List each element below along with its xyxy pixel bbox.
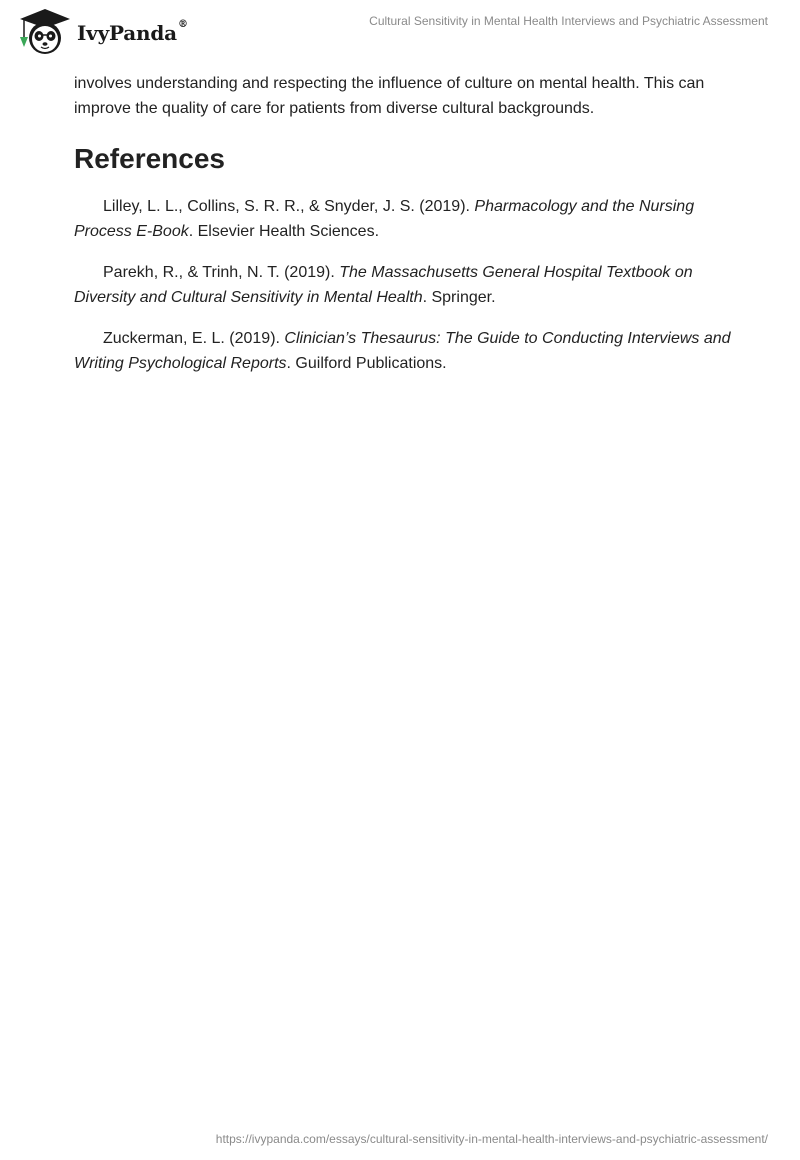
- panda-graduation-cap-icon: [16, 7, 74, 57]
- reference-authors: Parekh, R., & Trinh, N. T. (2019).: [103, 264, 340, 281]
- reference-publisher: . Springer.: [422, 288, 496, 306]
- reference-publisher: . Guilford Publications.: [286, 354, 447, 372]
- reference-item: [74, 261, 734, 310]
- references-heading: References: [74, 143, 225, 174]
- references-list: [74, 195, 734, 376]
- reference-authors: Lilley, L. L., Collins, S. R. R., & Snyder, J. S. (2019).: [103, 198, 475, 215]
- reference-item: [74, 195, 734, 244]
- running-title: Cultural Sensitivity in Mental Health Interviews and Psychiatric Assessment: [369, 14, 768, 28]
- reference-item: [74, 327, 734, 376]
- reference-authors: Zuckerman, E. L. (2019).: [103, 330, 285, 347]
- page-header: [0, 0, 800, 60]
- reference-publisher: . Elsevier Health Sciences.: [188, 222, 380, 240]
- continued-paragraph: involves understanding and respecting the influence of culture on mental health. This can improve the quality of care for patients from diverse cultural backgrounds.: [74, 75, 705, 117]
- reference-title: Clinician’s Thesaurus: The Guide to Conducting Interviews and Writing Psychological Reports: [74, 330, 731, 372]
- logo-wordmark: IvyPanda®: [77, 19, 188, 45]
- ivypanda-logo[interactable]: [16, 7, 188, 57]
- footer-url-link[interactable]: https://ivypanda.com/essays/cultural-sensitivity-in-mental-health-interviews-and-psychiatric-assessment/: [215, 1132, 768, 1146]
- reference-title: Pharmacology and the Nursing Process E-Book: [74, 198, 695, 240]
- page-content: [74, 72, 734, 376]
- registered-mark: ®: [177, 19, 188, 30]
- reference-title: The Massachusetts General Hospital Textbook on Diversity and Cultural Sensitivity in Mental Health: [74, 264, 693, 306]
